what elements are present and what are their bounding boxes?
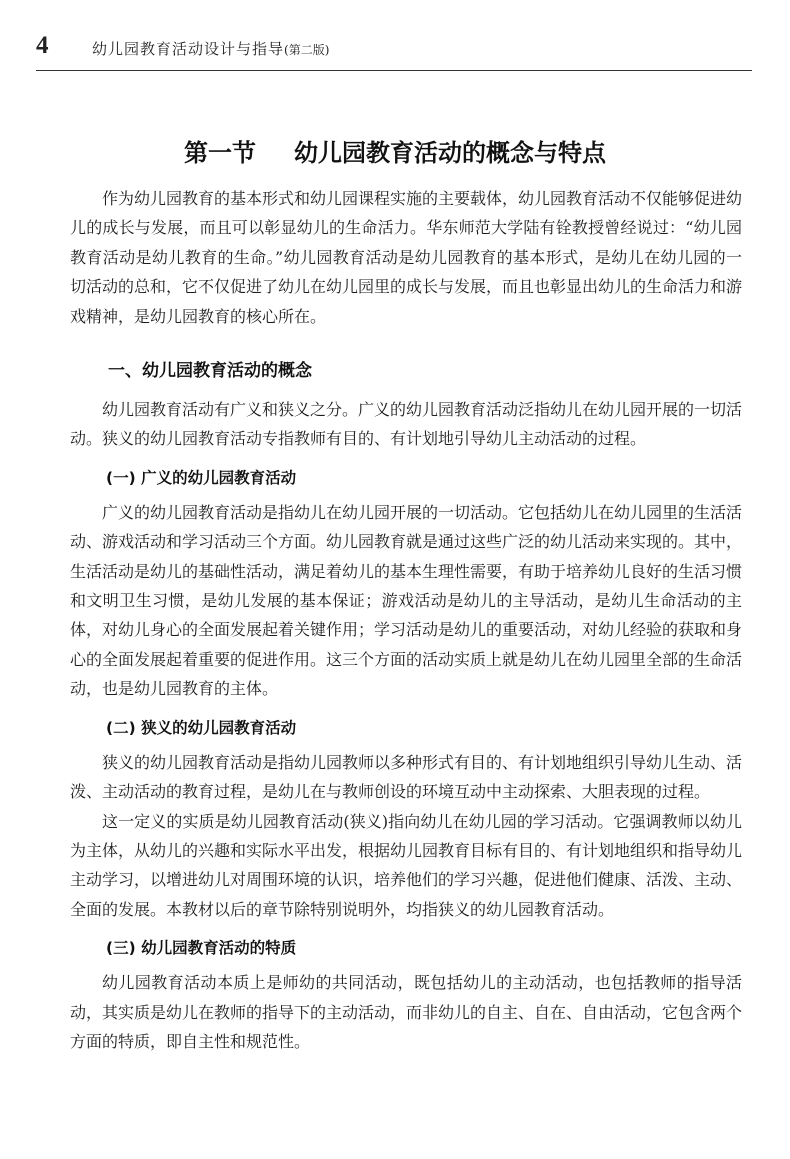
heading-characteristics: (三) 幼儿园教育活动的特质 bbox=[106, 939, 297, 958]
section-title-text: 幼儿园教育活动的概念与特点 bbox=[294, 139, 606, 167]
narrow-definition-paragraph: 狭义的幼儿园教育活动是指幼儿园教师以多种形式有目的、有计划地组织引导幼儿生动、活泼、主动活动的教育过程，是幼儿在与教师创设的环境互动中主动探索、大胆表现的过程。 bbox=[70, 752, 743, 802]
section-number: 第一节 bbox=[184, 139, 256, 167]
running-head bbox=[92, 38, 329, 59]
header-divider bbox=[36, 70, 752, 71]
heading-concept: 一、幼儿园教育活动的概念 bbox=[108, 361, 312, 382]
section-title bbox=[0, 133, 790, 168]
page-header bbox=[36, 30, 746, 70]
narrow-definition-essence-paragraph: 这一定义的实质是幼儿园教育活动(狭义)指向幼儿在幼儿园的学习活动。它强调教师以幼儿为主体，从幼儿的兴趣和实际水平出发，根据幼儿园教育目标有目的、有计划地组织和指导幼儿主动学习，以增进幼儿对周围环境的认识，培养他们的学习兴趣，促进他们健康、活泼、主动、全面的发展。本教材以后的章节除特别说明外，均指狭义的幼儿园教育活动。 bbox=[70, 811, 743, 919]
characteristics-paragraph: 幼儿园教育活动本质上是师幼的共同活动，既包括幼儿的主动活动，也包括教师的指导活动，其实质是幼儿在教师的指导下的主动活动，而非幼儿的自主、自在、自由活动，它包含两个方面的特质，即自主性和规范性。 bbox=[70, 973, 743, 1051]
edition-label: (第二版) bbox=[284, 43, 330, 57]
heading-broad-definition: (一) 广义的幼儿园教育活动 bbox=[106, 468, 297, 487]
intro-paragraph: 作为幼儿园教育的基本形式和幼儿园课程实施的主要载体，幼儿园教育活动不仅能够促进幼儿的成长与发展，而且可以彰显幼儿的生命活力。华东师范大学陆有铨教授曾经说过：“幼儿园教育活动是幼儿教育的生命。”幼儿园教育活动是幼儿园教育的基本形式，是幼儿在幼儿园的一切活动的总和，它不仅促进了幼儿在幼儿园里的成长与发展，而且也彰显出幼儿的生命活力和游戏精神，是幼儿园教育的核心所在。 bbox=[70, 189, 743, 326]
book-title: 幼儿园教育活动设计与指导 bbox=[92, 40, 285, 58]
concept-paragraph: 幼儿园教育活动有广义和狭义之分。广义的幼儿园教育活动泛指幼儿在幼儿园开展的一切活动。狭义的幼儿园教育活动专指教师有目的、有计划地引导幼儿主动活动的过程。 bbox=[70, 400, 743, 449]
broad-definition-paragraph: 广义的幼儿园教育活动是指幼儿在幼儿园开展的一切活动。它包括幼儿在幼儿园里的生活活动、游戏活动和学习活动三个方面。幼儿园教育就是通过这些广泛的幼儿活动来实现的。其中，生活活动是幼儿的基础性活动，满足着幼儿的基本生理性需要，有助于培养幼儿良好的生活习惯和文明卫生习惯，是幼儿发展的基本保证；游戏活动是幼儿的主导活动，是幼儿生命活动的主体，对幼儿身心的全面发展起着关键作用；学习活动是幼儿的重要活动，对幼儿经验的获取和身心的全面发展起着重要的促进作用。这三个方面的活动实质上就是幼儿在幼儿园里全部的生命活动，也是幼儿园教育的主体。 bbox=[70, 502, 743, 699]
body-content bbox=[70, 184, 742, 1056]
page-number: 4 bbox=[36, 32, 49, 59]
heading-narrow-definition: (二) 狭义的幼儿园教育活动 bbox=[106, 718, 297, 737]
